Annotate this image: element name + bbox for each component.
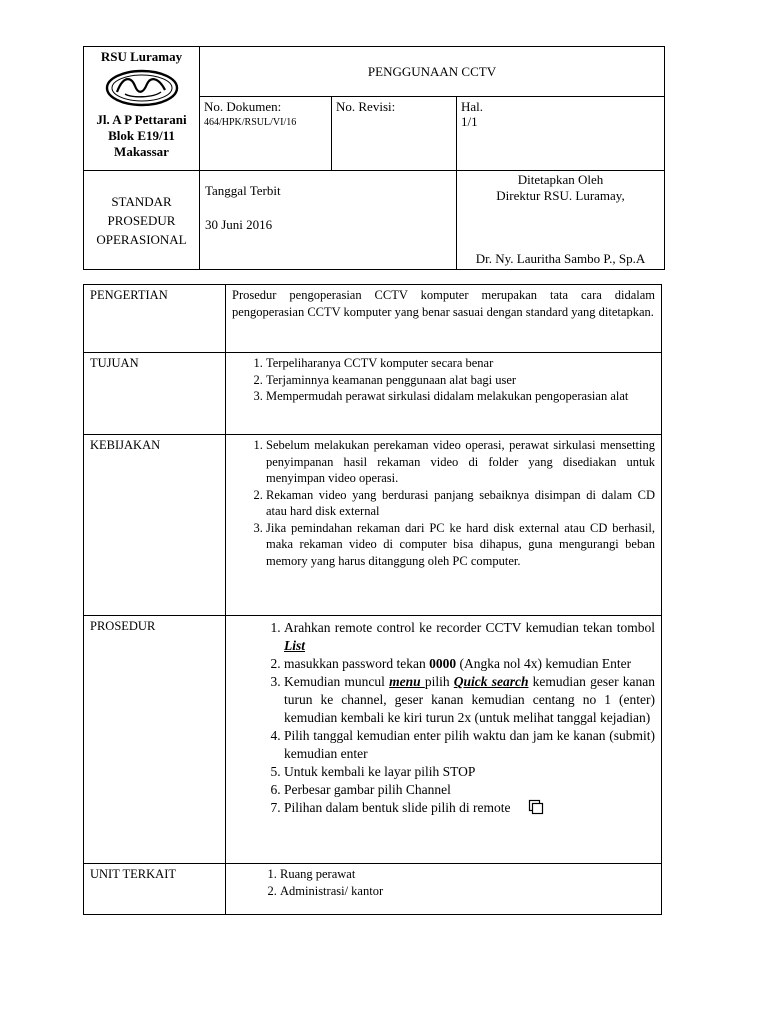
address-line-1: Jl. A P Pettarani	[96, 112, 187, 127]
address-line-2: Blok E19/11	[108, 128, 175, 143]
page-cell	[457, 97, 665, 171]
issue-date-value: 30 Juni 2016	[205, 217, 273, 232]
hospital-identity	[84, 47, 200, 171]
doc-number-label: No. Dokumen:	[204, 99, 282, 114]
list-item: 1. Terpeliharanya CCTV komputer secara benar	[266, 355, 655, 372]
quick-search-key: Quick search	[453, 674, 529, 689]
list-item: 6. Perbesar gambar pilih Channel	[284, 781, 655, 799]
issue-date-cell	[200, 171, 457, 270]
sop-line-3: OPERASIONAL	[96, 231, 187, 247]
slideshow-icon	[528, 799, 544, 815]
prosedur-list-cell	[226, 616, 662, 864]
list-key: List	[284, 638, 306, 653]
doc-number-cell	[200, 97, 332, 171]
prosedur-label: PROSEDUR	[84, 616, 226, 864]
kebijakan-label: KEBIJAKAN	[84, 435, 226, 616]
revision-cell	[332, 97, 457, 171]
pengertian-label: PENGERTIAN	[84, 285, 226, 353]
menu-key: menu	[389, 674, 425, 689]
list-item: 2. Rekaman video yang berdurasi panjang sebaiknya disimpan di dalam CD atau hard disk external	[266, 487, 655, 520]
list-item: 1. Sebelum melakukan perekaman video operasi, perawat sirkulasi mensetting penyimpanan hasil rekaman video di folder yang disediakan untuk menyimpan video operasi.	[266, 437, 655, 487]
sop-label	[84, 171, 200, 270]
page-value: 1/1	[461, 114, 478, 129]
address-line-3: Makassar	[114, 144, 169, 159]
sop-body-table	[83, 284, 662, 915]
step-text: masukkan password tekan	[284, 656, 430, 671]
kebijakan-list	[232, 437, 655, 569]
signer-name: Dr. Ny. Lauritha Sambo P., Sp.A	[475, 251, 646, 266]
row-tujuan	[84, 353, 662, 435]
sop-line-1: STANDAR	[111, 193, 172, 209]
list-item	[284, 655, 655, 673]
list-item: 3. Mempermudah perawat sirkulasi didalam melakukan pengoperasian alat	[266, 388, 655, 405]
row-unit-terkait	[84, 864, 662, 915]
unit-list-cell	[226, 864, 662, 915]
director-title: Direktur RSU. Luramay,	[496, 188, 625, 203]
step-text: kemudian geser kanan turun ke channel, geser kanan kemudian centang no 1 (enter) kemudian kembali ke kiri turun 2x (untuk melihat tanggal kejadian)	[284, 674, 656, 725]
unit-list	[232, 866, 655, 899]
list-item	[284, 673, 655, 727]
step-text: Pilihan dalam bentuk slide pilih di remote	[284, 800, 511, 815]
pengertian-text: Prosedur pengoperasian CCTV komputer merupakan tata cara didalam pengoperasian CCTV komputer yang benar sasuai dengan standard yang ditetapkan.	[226, 285, 662, 353]
hospital-logo-icon	[105, 68, 179, 108]
row-pengertian	[84, 285, 662, 353]
list-item: 2. Terjaminnya keamanan penggunaan alat bagi user	[266, 372, 655, 389]
hospital-name: RSU Luramay	[100, 49, 183, 64]
issue-date-label: Tanggal Terbit	[205, 183, 281, 198]
page-label: Hal.	[461, 99, 484, 114]
header-table	[83, 46, 665, 270]
list-item: 4. Pilih tanggal kemudian enter pilih waktu dan jam ke kanan (submit) kemudian enter	[284, 727, 655, 763]
step-text: Arahkan remote control ke recorder CCTV kemudian tekan tombol	[284, 620, 655, 635]
tujuan-list	[232, 355, 655, 405]
list-item: 2. Administrasi/ kantor	[280, 883, 655, 900]
row-prosedur	[84, 616, 662, 864]
list-item	[284, 799, 655, 817]
document-title: PENGGUNAAN CCTV	[200, 47, 665, 97]
list-item: 3. Jika pemindahan rekaman dari PC ke hard disk external atau CD berhasil, maka rekaman video di computer bisa dihapus, guna mengurangi beban memory yang harus ditanggung oleh PC computer.	[266, 520, 655, 570]
prosedur-list	[232, 619, 655, 817]
step-text: (Angka nol 4x) kemudian Enter	[456, 656, 632, 671]
list-item: 1. Ruang perawat	[280, 866, 655, 883]
tujuan-list-cell	[226, 353, 662, 435]
step-text: Kemudian muncul	[284, 674, 390, 689]
hospital-address	[84, 112, 199, 160]
doc-number-value: 464/HPK/RSUL/VI/16	[204, 117, 297, 128]
password-key: 0000	[429, 656, 457, 671]
signature-cell	[457, 171, 665, 270]
row-kebijakan	[84, 435, 662, 616]
kebijakan-list-cell	[226, 435, 662, 616]
unit-terkait-label: UNIT TERKAIT	[84, 864, 226, 915]
step-text: pilih	[424, 674, 454, 689]
tujuan-label: TUJUAN	[84, 353, 226, 435]
sop-line-2: PROSEDUR	[107, 212, 176, 228]
list-item	[284, 619, 655, 655]
set-by-label: Ditetapkan Oleh	[517, 172, 604, 187]
list-item: 5. Untuk kembali ke layar pilih STOP	[284, 763, 655, 781]
revision-label: No. Revisi:	[336, 99, 396, 114]
